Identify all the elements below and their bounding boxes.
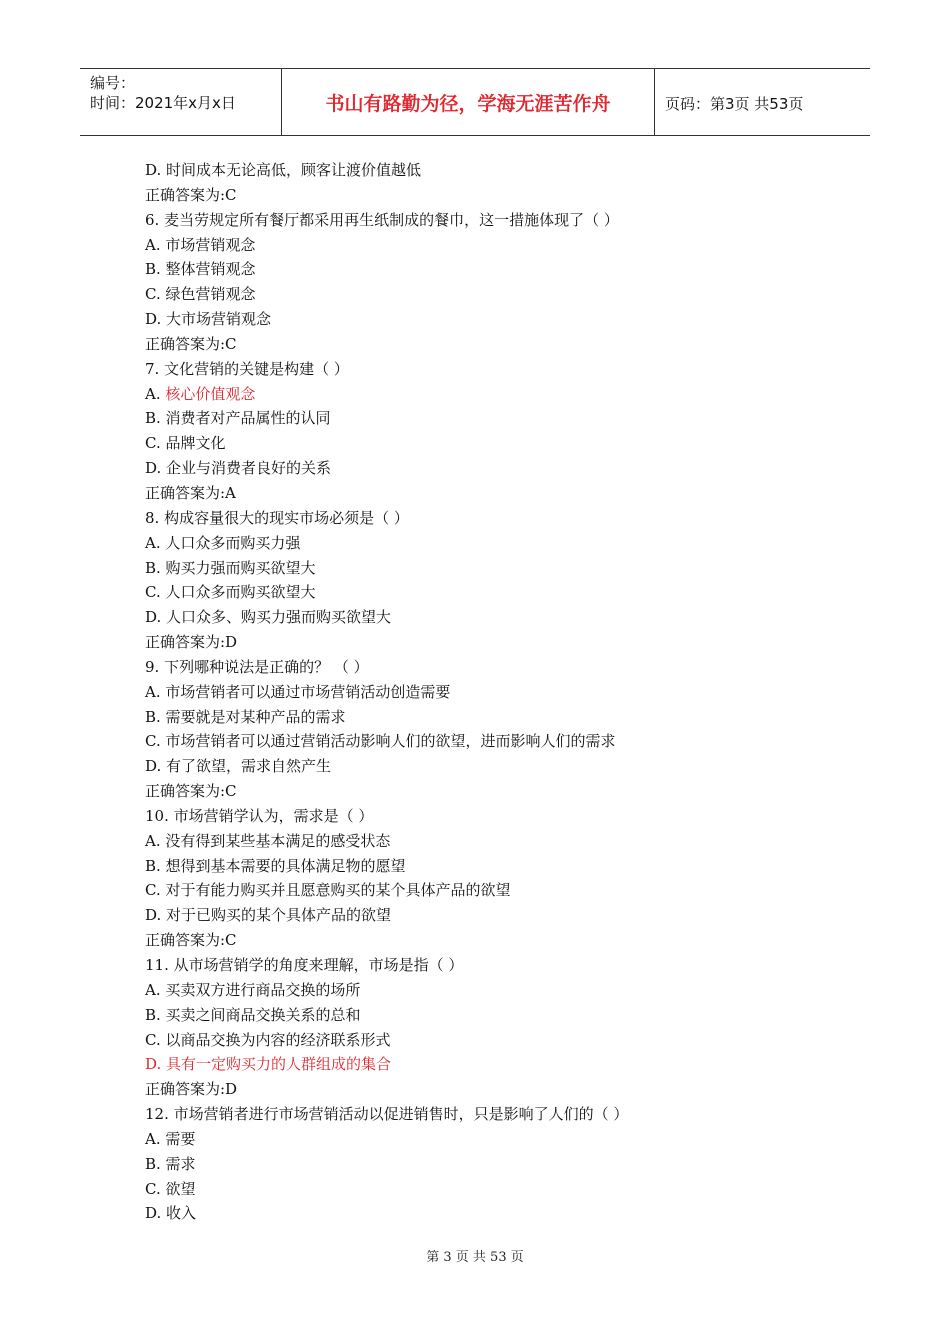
option-d-q7: D. 企业与消费者良好的关系: [145, 459, 332, 478]
header-divider-right: [654, 69, 655, 135]
option-a-q7: [145, 382, 845, 407]
option-d-q6: D. 大市场营销观念: [145, 310, 272, 329]
option-a-q8: A. 人口众多而购买力强: [145, 533, 301, 552]
answer-q10: 正确答案为:C: [145, 931, 237, 950]
option-c-q12: C. 欲望: [145, 1179, 196, 1198]
number-label: 编号：: [90, 74, 136, 92]
document-body: [145, 158, 845, 1226]
option-d-q8: D. 人口众多、购买力强而购买欲望大: [145, 608, 392, 627]
question-6: 6. 麦当劳规定所有餐厅都采用再生纸制成的餐巾，这一措施体现了（ ）: [145, 210, 619, 229]
option-b-q9: B. 需要就是对某种产品的需求: [145, 707, 346, 726]
header-meta: [90, 73, 280, 113]
option-a-q6: A. 市场营销观念: [145, 235, 256, 254]
option-a-q10: A. 没有得到某些基本满足的感受状态: [145, 831, 391, 850]
option-b-q11: B. 买卖之间商品交换关系的总和: [145, 1005, 361, 1024]
question-11: 11. 从市场营销学的角度来理解，市场是指（ ）: [145, 956, 464, 974]
option-b-q8: B. 购买力强而购买欲望大: [145, 558, 316, 577]
question-9: 9. 下列哪种说法是正确的？ （ ）: [145, 657, 369, 676]
header-page-info: 页码：第3页 共53页: [665, 95, 804, 113]
question-12: 12. 市场营销者进行市场营销活动以促进销售时，只是影响了人们的（ ）: [145, 1105, 629, 1124]
option-b-q12: B. 需求: [145, 1154, 196, 1173]
header-motto: 书山有路勤为径，学海无涯苦作舟: [325, 93, 611, 115]
answer-q6: 正确答案为:C: [145, 334, 237, 353]
option-d-q9: D. 有了欲望，需求自然产生: [145, 757, 332, 776]
option-c-q8: C. 人口众多而购买欲望大: [145, 583, 316, 602]
question-10: 10. 市场营销学认为，需求是（ ）: [145, 806, 374, 825]
answer-q5: 正确答案为:C: [145, 185, 237, 204]
highlighted-option-text: 核心价值观念: [165, 384, 256, 403]
option-b-q10: B. 想得到基本需要的具体满足物的愿望: [145, 856, 406, 875]
option-d-q11-highlighted: D. 具有一定购买力的人群组成的集合: [145, 1055, 392, 1074]
answer-q11: 正确答案为:D: [145, 1080, 238, 1099]
option-d-q10: D. 对于已购买的某个具体产品的欲望: [145, 906, 392, 925]
question-7: 7. 文化营销的关键是构建（ ）: [145, 359, 349, 378]
option-a-q9: A. 市场营销者可以通过市场营销活动创造需要: [145, 682, 451, 701]
option-c-q10: C. 对于有能力购买并且愿意购买的某个具体产品的欲望: [145, 881, 511, 900]
option-c-q11: C. 以商品交换为内容的经济联系形式: [145, 1030, 391, 1049]
answer-q9: 正确答案为:C: [145, 782, 237, 801]
answer-q7: 正确答案为:A: [145, 483, 236, 502]
option-b-q7: B. 消费者对产品属性的认同: [145, 409, 331, 428]
option-a-q11: A. 买卖双方进行商品交换的场所: [145, 980, 361, 999]
option-prefix: A.: [145, 384, 166, 403]
answer-q8: 正确答案为:D: [145, 633, 238, 652]
option-a-q12: A. 需要: [145, 1129, 196, 1148]
option-b-q6: B. 整体营销观念: [145, 260, 256, 279]
time-label: 时间：2021年x月x日: [90, 94, 236, 112]
page-footer: 第 3 页 共 53 页: [426, 1250, 524, 1265]
question-8: 8. 构成容量很大的现实市场必须是（ ）: [145, 508, 409, 527]
page-header: [80, 68, 870, 136]
option-c-q6: C. 绿色营销观念: [145, 285, 256, 304]
option-c-q7: C. 品牌文化: [145, 434, 226, 453]
option-d-q5: D. 时间成本无论高低，顾客让渡价值越低: [145, 161, 422, 179]
option-c-q9: C. 市场营销者可以通过营销活动影响人们的欲望，进而影响人们的需求: [145, 732, 616, 751]
option-d-q12: D. 收入: [145, 1204, 197, 1223]
